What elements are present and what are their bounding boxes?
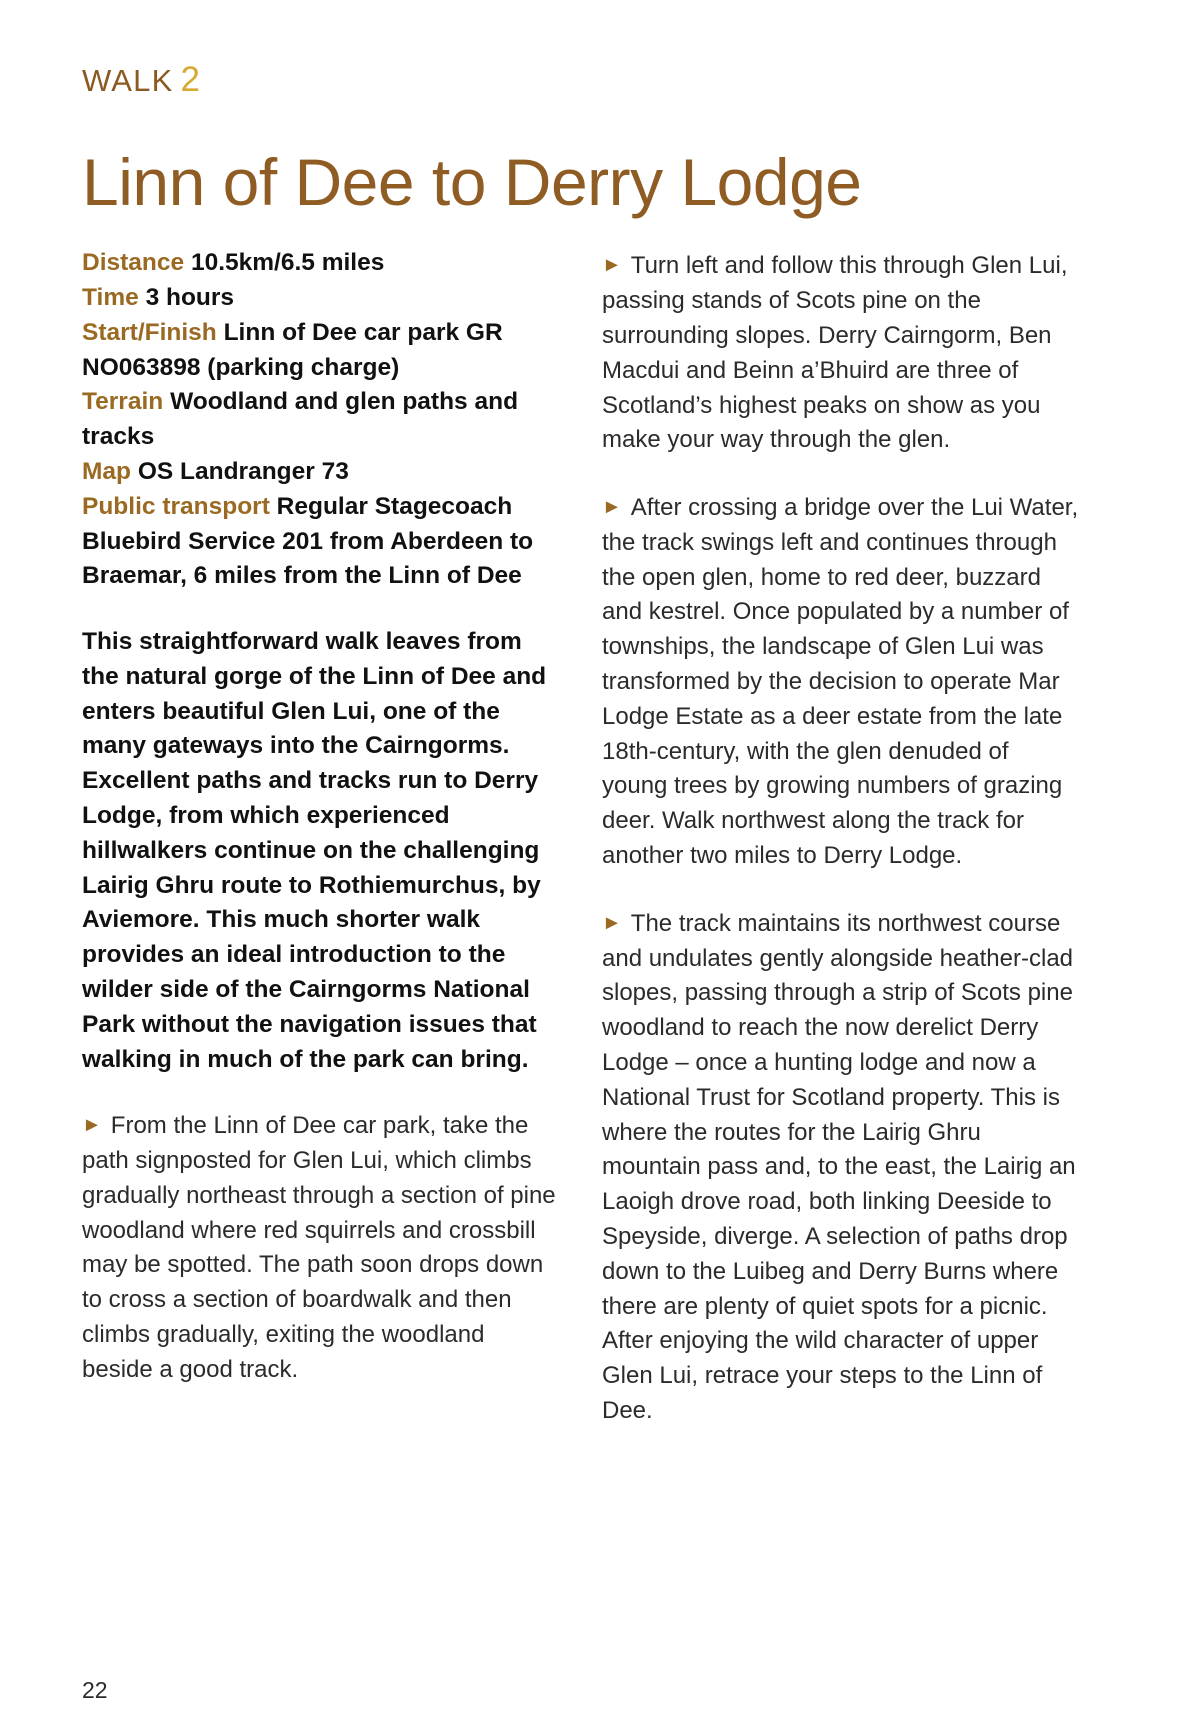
page-number: 22 bbox=[82, 1677, 108, 1703]
body-paragraph-right-1-text: Turn left and follow this through Glen Lui, passing stands of Scots pine on the surrounding slopes. Derry Cairngorm, Ben Macdui and Beinn a’Bhuird are three of Scotland’s highest peaks on show as you make your way through the glen. bbox=[602, 252, 1068, 454]
two-column-layout bbox=[82, 246, 1131, 1462]
info-row-distance bbox=[82, 246, 560, 281]
info-label-time: Time bbox=[82, 284, 139, 312]
info-value-map: OS Landranger 73 bbox=[137, 458, 349, 485]
triangle-bullet-icon: ► bbox=[602, 496, 622, 519]
info-label-transport: Public transport bbox=[82, 492, 270, 520]
body-paragraph-right-3 bbox=[602, 907, 1080, 1429]
walk-info-block bbox=[82, 246, 560, 594]
triangle-bullet-icon: ► bbox=[602, 911, 622, 934]
info-value-startfinish: Linn of Dee car park GR NO063898 (parking charge) bbox=[82, 318, 503, 381]
info-row-time bbox=[82, 281, 560, 316]
walk-label: WALK bbox=[82, 63, 174, 98]
body-paragraph-right-1 bbox=[602, 249, 1080, 458]
info-label-distance: Distance bbox=[82, 249, 185, 277]
body-paragraph-left-1-text: From the Linn of Dee car park, take the path signposted for Glen Lui, which climbs gradually northeast through a section of pine woodland where red squirrels and crossbill may be spotted. The path soon drops down to cross a section of boardwalk and then climbs gradually, exiting the woodland beside a good track. bbox=[82, 1112, 556, 1383]
info-value-transport: Regular Stagecoach Bluebird Service 201 from Aberdeen to Braemar, 6 miles from the Linn of Dee bbox=[82, 492, 534, 590]
info-value-distance: 10.5km/6.5 miles bbox=[190, 249, 385, 277]
left-column bbox=[82, 246, 560, 1387]
page-title: Linn of Dee to Derry Lodge bbox=[82, 145, 862, 219]
info-row-startfinish bbox=[82, 316, 560, 386]
info-label-map: Map bbox=[82, 458, 131, 485]
intro-paragraph: This straightforward walk leaves from the natural gorge of the Linn of Dee and enters beautiful Glen Lui, one of the many gateways into the Cairngorms. Excellent paths and tracks run to Derry Lodge, from which experienced hillwalkers continue on the challenging Lairig Ghru route to Rothiemurchus, by Aviemore. This much shorter walk provides an ideal introduction to the wilder side of the Cairngorms National Park without the navigation issues that walking in much of the park can bring. bbox=[82, 628, 547, 1073]
info-value-terrain: Woodland and glen paths and tracks bbox=[82, 388, 519, 451]
info-row-transport bbox=[82, 490, 560, 594]
info-value-time: 3 hours bbox=[145, 284, 235, 312]
info-label-terrain: Terrain bbox=[82, 388, 164, 416]
body-paragraph-right-2 bbox=[602, 491, 1080, 874]
body-paragraph-left-1 bbox=[82, 1109, 560, 1387]
info-label-startfinish: Start/Finish bbox=[82, 318, 217, 346]
triangle-bullet-icon: ► bbox=[602, 254, 622, 277]
triangle-bullet-icon: ► bbox=[82, 1114, 102, 1137]
info-row-map bbox=[82, 455, 560, 490]
walk-header bbox=[82, 62, 1131, 97]
walk-number: 2 bbox=[180, 60, 202, 99]
info-row-terrain bbox=[82, 385, 560, 455]
body-paragraph-right-3-text: The track maintains its northwest course and undulates gently alongside heather-clad slopes, passing through a strip of Scots pine woodland to reach the now derelict Derry Lodge – once a hunting lodge and now a National Trust for Scotland property. This is where the routes for the Lairig Ghru mountain pass and, to the east, the Lairig an Laoigh drove road, both linking Deeside to Speyside, diverge. A selection of paths drop down to the Luibeg and Derry Burns where there are plenty of quiet spots for a picnic. After enjoying the wild character of upper Glen Lui, retrace your steps to the Linn of Dee. bbox=[602, 909, 1076, 1425]
body-paragraph-right-2-text: After crossing a bridge over the Lui Water, the track swings left and continues through the open glen, home to red deer, buzzard and kestrel. Once populated by a number of townships, the landscape of Glen Lui was transformed by the decision to operate Mar Lodge Estate as a deer estate from the late 18th-century, with the glen denuded of young trees by growing numbers of grazing deer. Walk northwest along the track for another two miles to Derry Lodge. bbox=[602, 494, 1079, 870]
right-column bbox=[602, 246, 1080, 1462]
